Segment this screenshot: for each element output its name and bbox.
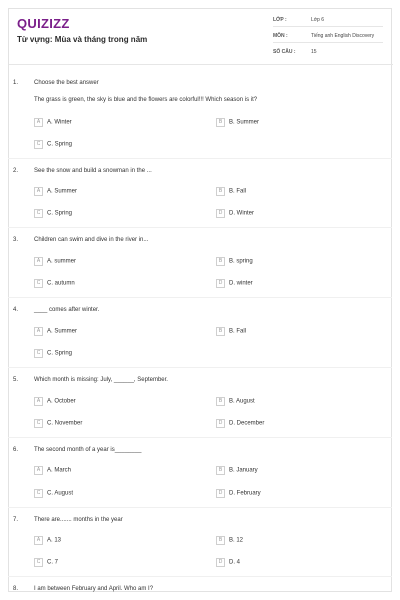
- quizizz-logo: QUIZIZZ: [17, 16, 70, 31]
- option-label: A. summer: [47, 258, 77, 265]
- meta-value: Lớp 6: [311, 17, 325, 23]
- option-letter-box: D: [216, 209, 225, 218]
- option-letter-box: D: [216, 489, 225, 498]
- answer-option[interactable]: [34, 209, 72, 218]
- answer-option[interactable]: [34, 140, 72, 149]
- meta-value: Tiếng anh English Discovery: [311, 33, 375, 39]
- answer-option[interactable]: [34, 327, 77, 336]
- answer-option[interactable]: [216, 327, 246, 336]
- option-letter-box: B: [216, 118, 225, 127]
- meta-key: MÔN :: [273, 33, 288, 39]
- answer-option[interactable]: [34, 558, 58, 567]
- option-letter-box: C: [34, 279, 43, 288]
- answer-option[interactable]: [216, 118, 259, 127]
- answer-option[interactable]: [34, 257, 76, 266]
- option-letter-box: D: [216, 419, 225, 428]
- option-label: A. Summer: [47, 328, 78, 335]
- option-letter-box: A: [34, 536, 43, 545]
- option-label: B. Fall: [229, 328, 247, 335]
- option-label: D. Winter: [229, 210, 255, 217]
- answer-option[interactable]: [34, 397, 76, 406]
- option-label: B. Fall: [229, 188, 247, 195]
- meta-key: LỚP :: [273, 17, 287, 23]
- option-label: B. Summer: [229, 119, 260, 126]
- answer-option[interactable]: [34, 466, 71, 475]
- option-letter-box: C: [34, 419, 43, 428]
- option-label: A. Summer: [47, 188, 78, 195]
- question-text: Which month is missing: July, ______, September.: [34, 377, 168, 383]
- option-label: B. 12: [229, 537, 244, 544]
- question-text: See the snow and build a snowman in the ...: [34, 168, 152, 174]
- option-letter-box: B: [216, 397, 225, 406]
- answer-option[interactable]: [216, 536, 243, 545]
- answer-option[interactable]: [216, 419, 264, 428]
- option-label: C. Spring: [47, 210, 73, 217]
- option-letter-box: B: [216, 257, 225, 266]
- answer-option[interactable]: [34, 279, 75, 288]
- meta-row-class: [273, 11, 383, 27]
- option-label: A. 13: [47, 537, 62, 544]
- option-label: A. October: [47, 398, 76, 405]
- question-text: I am between February and April. Who am I?: [34, 586, 154, 592]
- meta-row-subject: [273, 27, 383, 43]
- option-label: B. spring: [229, 258, 253, 265]
- question-divider: [8, 507, 392, 508]
- question-text: The second month of a year is________: [34, 447, 142, 453]
- question-divider: [8, 437, 392, 438]
- worksheet-title: Từ vựng: Mùa và tháng trong năm: [17, 35, 148, 44]
- answer-option[interactable]: [34, 187, 77, 196]
- answer-option[interactable]: [216, 257, 253, 266]
- option-letter-box: B: [216, 327, 225, 336]
- answer-option[interactable]: [34, 419, 82, 428]
- question-divider: [8, 227, 392, 228]
- option-letter-box: C: [34, 349, 43, 358]
- option-label: D. December: [229, 420, 265, 427]
- answer-option[interactable]: [216, 489, 261, 498]
- option-label: B. January: [229, 467, 258, 474]
- answer-option[interactable]: [216, 279, 253, 288]
- question-number: 1.: [13, 80, 19, 86]
- question-divider: [8, 297, 392, 298]
- question-divider: [8, 367, 392, 368]
- answer-option[interactable]: [34, 118, 72, 127]
- option-label: C. Spring: [47, 350, 73, 357]
- option-letter-box: A: [34, 118, 43, 127]
- option-label: C. 7: [47, 559, 59, 566]
- question-text: There are....... months in the year: [34, 517, 123, 523]
- answer-option[interactable]: [216, 466, 258, 475]
- option-label: C. Spring: [47, 141, 73, 148]
- option-label: B. August: [229, 398, 255, 405]
- question-text: ____ comes after winter.: [34, 307, 100, 313]
- answer-option[interactable]: [34, 489, 73, 498]
- answer-option[interactable]: [34, 349, 72, 358]
- option-letter-box: B: [216, 536, 225, 545]
- question-text: Choose the best answer: [34, 80, 99, 86]
- question-divider: [8, 158, 392, 159]
- option-label: D. 4: [229, 559, 241, 566]
- question-divider: [8, 576, 392, 577]
- answer-option[interactable]: [216, 397, 255, 406]
- option-label: C. November: [47, 420, 83, 427]
- meta-row-count: [273, 43, 383, 59]
- option-label: D. winter: [229, 280, 253, 287]
- option-letter-box: A: [34, 397, 43, 406]
- option-label: C. autumn: [47, 280, 75, 287]
- option-letter-box: C: [34, 489, 43, 498]
- option-label: A. March: [47, 467, 72, 474]
- option-letter-box: B: [216, 466, 225, 475]
- worksheet-header: [9, 9, 393, 65]
- answer-option[interactable]: [34, 536, 61, 545]
- answer-option[interactable]: [216, 558, 240, 567]
- option-letter-box: D: [216, 279, 225, 288]
- option-letter-box: A: [34, 466, 43, 475]
- question-number: 2.: [13, 168, 19, 174]
- question-number: 3.: [13, 237, 19, 243]
- option-letter-box: A: [34, 327, 43, 336]
- option-letter-box: B: [216, 187, 225, 196]
- answer-option[interactable]: [216, 209, 254, 218]
- worksheet: [8, 8, 392, 592]
- option-letter-box: C: [34, 558, 43, 567]
- question-number: 7.: [13, 517, 19, 523]
- answer-option[interactable]: [216, 187, 246, 196]
- question-text: Children can swim and dive in the river in...: [34, 237, 149, 243]
- option-label: D. February: [229, 490, 261, 497]
- option-letter-box: C: [34, 209, 43, 218]
- question-number: 6.: [13, 447, 19, 453]
- question-number: 4.: [13, 307, 19, 313]
- option-letter-box: D: [216, 558, 225, 567]
- option-letter-box: A: [34, 187, 43, 196]
- option-letter-box: C: [34, 140, 43, 149]
- option-label: C. August: [47, 490, 74, 497]
- question-number: 8.: [13, 586, 19, 592]
- meta-key: SỐ CÂU :: [273, 49, 296, 55]
- option-label: A. Winter: [47, 119, 72, 126]
- question-number: 5.: [13, 377, 19, 383]
- question-prompt: The grass is green, the sky is blue and the flowers are colorful!!! Which season is it?: [34, 97, 258, 103]
- option-letter-box: A: [34, 257, 43, 266]
- meta-value: 15: [311, 49, 317, 55]
